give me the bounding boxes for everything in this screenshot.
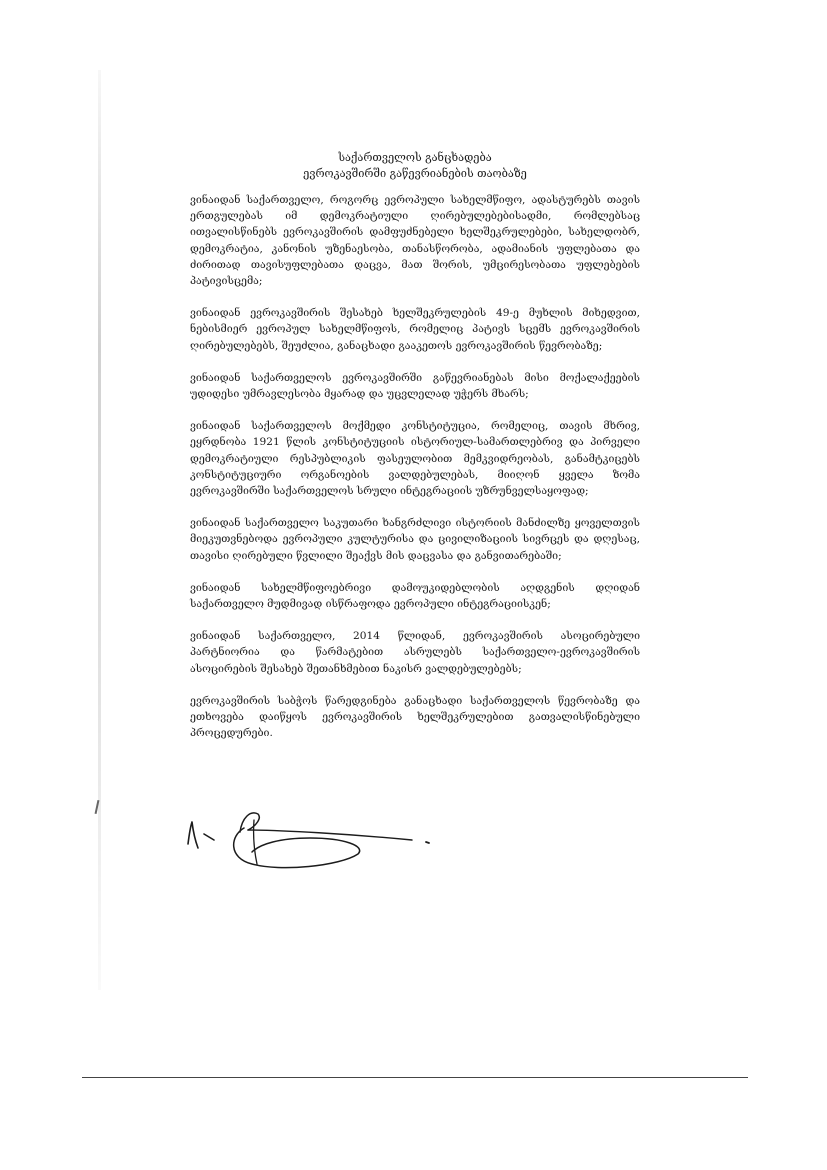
paragraph-7: ვინაიდან საქართველო, 2014 წლიდან, ევროკავშირის ასოცირებული პარტნიორია და წარმატებით ასრულებს საქართველო-ევროკავშირის ასოცირების შესახებ შეთანხმებით ნაკისრ ვალდებულებებს;	[190, 630, 640, 675]
title-line-1: საქართველოს განცხადება	[338, 151, 492, 164]
paragraph-4: ვინაიდან საქართველოს მოქმედი კონსტიტუცია, რომელიც, თავის მხრივ, ეყრდნობა 1921 წლის კონსტიტუციის ისტორიულ-სამართლებრივ და პირველი დემოკრატიული რესპუბლიკის ფასეულობით მემკვიდრეობას, განამტკიცებს კონსტიტუციური ორგანოების ვალდებულებას, მიიღონ ყველა ზომა ევროკავშირში საქართველოს სრული ინტეგრაციის უზრუნველსაყოფად;	[190, 420, 640, 498]
title-line-2: ევროკავშირში გაწევრიანების თაობაზე	[303, 167, 527, 180]
footer-rule	[82, 1077, 748, 1078]
paragraph-6: ვინაიდან სახელმწიფოებრივი დამოუკიდებლობის აღდგენის დღიდან საქართველო მუდმივად ისწრაფოდა ევროპული ინტეგრაციისკენ;	[190, 581, 640, 611]
paragraph-3: ვინაიდან საქართველოს ევროკავშირში გაწევრიანებას მისი მოქალაქეების უდიდესი უმრავლესობა მყარად და უცვლელად უჭერს მხარს;	[190, 371, 640, 401]
document-title	[190, 150, 640, 182]
signature-icon	[180, 800, 440, 880]
paragraph-1: ვინაიდან საქართველო, როგორც ევროპული სახელმწიფო, ადასტურებს თავის ერთგულებას იმ დემოკრატიული ღირებულებებისადმი, რომლებსაც ითვალისწინებს ევროკავშირის დამფუძნებელი ხელშეკრულებები, სახელდობრ, დემოკრატია, კანონის უზენაესობა, თანასწორობა, ადამიანის უფლებათა და ძირითად თავისუფლებათა დაცვა, მათ შორის, უმცირესობათა უფლებების პატივისცემა;	[190, 194, 640, 288]
document-body	[190, 192, 640, 757]
paragraph-5: ვინაიდან საქართველო საკუთარი ხანგრძლივი ისტორიის მანძილზე ყოველთვის მიეკუთვნებოდა ევროპული კულტურისა და ცივილიზაციის სივრცეს და დღესაც, თავისი ღირებული წვლილი შეაქვს მის დაცვასა და განვითარებაში;	[190, 517, 640, 562]
scan-edge-shadow	[98, 70, 101, 990]
paragraph-2: ვინაიდან ევროკავშირის შესახებ ხელშეკრულების 49-ე მუხლის მიხედვით, ნებისმიერ ევროპულ სახელმწიფოს, რომელიც პატივს სცემს ევროკავშირის ღირებულებებს, შეუძლია, განაცხადი გააკეთოს ევროკავშირის წევრობაზე;	[190, 307, 640, 352]
paragraph-8: ევროკავშირის საბჭოს წარედგინება განაცხადი საქართველოს წევრობაზე და ეთხოვება დაიწყოს ევროკავშირის ხელშეკრულებით გათვალისწინებული პროცედურები.	[190, 694, 640, 740]
